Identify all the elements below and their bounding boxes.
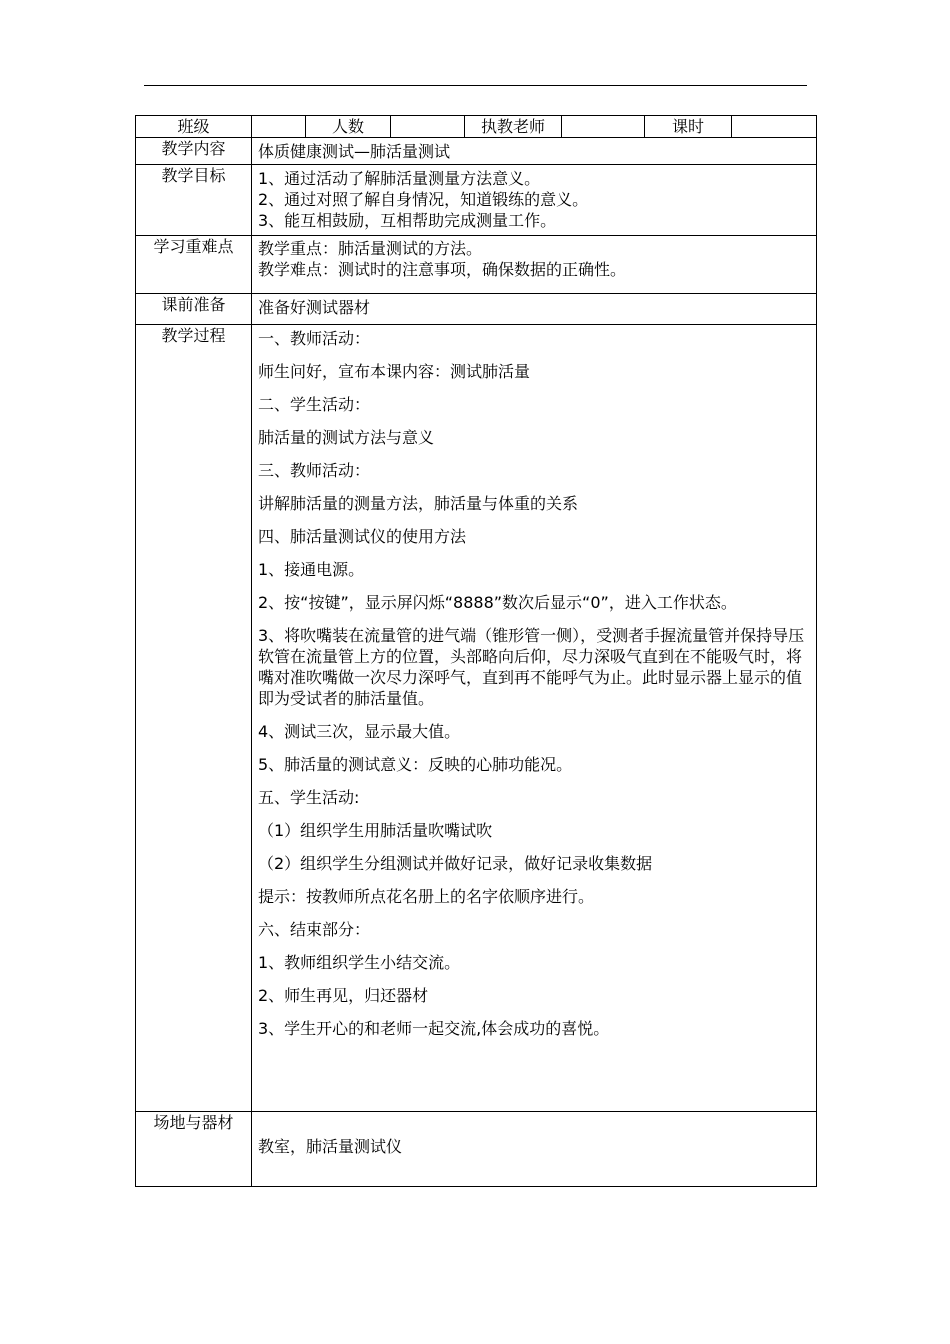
- process-item: 3、将吹嘴装在流量管的进气端（锥形管一侧），受测者手握流量管并保持导压软管在流量管上方的位置，头部略向后仰，尽力深吸气直到在不能吸气时，将嘴对准吹嘴做一次尽力深呼气，直到再不能呼气为止。此时显示器上显示的值即为受试者的肺活量值。: [258, 626, 805, 708]
- preparation-label: 课前准备: [136, 294, 252, 325]
- preparation-text: 准备好测试器材: [258, 298, 371, 317]
- teacher-value: [562, 116, 645, 138]
- process-item: （2）组织学生分组测试并做好记录，做好记录收集数据: [258, 854, 653, 873]
- process-item: 三、教师活动：: [258, 461, 371, 480]
- process-item: 提示：按教师所点花名册上的名字依顺序进行。: [258, 887, 595, 906]
- venue-row: [136, 1112, 817, 1187]
- class-value: [252, 116, 306, 138]
- goal-item: 3、能互相鼓励，互相帮助完成测量工作。: [258, 211, 557, 230]
- process-item: 一、教师活动：: [258, 329, 371, 348]
- header-row: [136, 116, 817, 138]
- process-item: 2、师生再见，归还器材: [258, 986, 429, 1005]
- goals-label: 教学目标: [136, 165, 252, 236]
- goal-item: 2、通过对照了解自身情况，知道锻练的意义。: [258, 190, 589, 209]
- content-label: 教学内容: [136, 138, 252, 165]
- process-row: [136, 325, 817, 1112]
- goals-row: [136, 165, 817, 236]
- venue-value: [252, 1112, 817, 1187]
- process-item: 二、学生活动：: [258, 395, 371, 414]
- count-label: 人数: [306, 116, 391, 138]
- keypoint-item: 教学重点：肺活量测试的方法。: [258, 239, 483, 258]
- process-item: 六、结束部分：: [258, 920, 371, 939]
- teacher-label: 执教老师: [465, 116, 562, 138]
- keypoint-item: 教学难点：测试时的注意事项，确保数据的正确性。: [258, 260, 627, 279]
- venue-label: 场地与器材: [136, 1112, 252, 1187]
- process-item: 肺活量的测试方法与意义: [258, 428, 435, 447]
- content-text: 体质健康测试—肺活量测试: [258, 141, 451, 161]
- process-item: 4、测试三次，显示最大值。: [258, 722, 461, 741]
- count-value: [391, 116, 465, 138]
- process-item: 五、学生活动:: [258, 788, 360, 807]
- process-item: 1、接通电源。: [258, 560, 365, 579]
- class-label: 班级: [136, 116, 252, 138]
- process-item: 3、学生开心的和老师一起交流,体会成功的喜悦。: [258, 1019, 610, 1038]
- period-value: [732, 116, 817, 138]
- venue-text: 教室，肺活量测试仪: [258, 1137, 403, 1156]
- process-label: 教学过程: [136, 325, 252, 1112]
- preparation-row: [136, 294, 817, 325]
- goals-value: [252, 165, 817, 236]
- process-item: 2、按“按键”，显示屏闪烁“8888”数次后显示“0”，进入工作状态。: [258, 593, 737, 612]
- keypoints-value: [252, 236, 817, 294]
- process-item: 1、教师组织学生小结交流。: [258, 953, 461, 972]
- process-item: （1）组织学生用肺活量吹嘴试吹: [258, 821, 493, 840]
- preparation-value: [252, 294, 817, 325]
- process-value: [252, 325, 817, 1112]
- content-row: [136, 138, 817, 165]
- process-item: 5、肺活量的测试意义：反映的心肺功能况。: [258, 755, 573, 774]
- process-item: 讲解肺活量的测量方法，肺活量与体重的关系: [258, 494, 579, 513]
- process-item: 四、肺活量测试仪的使用方法: [258, 527, 467, 546]
- keypoints-row: [136, 236, 817, 294]
- keypoints-label: 学习重难点: [136, 236, 252, 294]
- content-value: [252, 138, 817, 165]
- lesson-plan-table: [135, 115, 817, 1187]
- header-rule: [144, 85, 807, 86]
- goal-item: 1、通过活动了解肺活量测量方法意义。: [258, 169, 541, 188]
- period-label: 课时: [645, 116, 732, 138]
- process-item: 师生问好，宣布本课内容：测试肺活量: [258, 362, 531, 381]
